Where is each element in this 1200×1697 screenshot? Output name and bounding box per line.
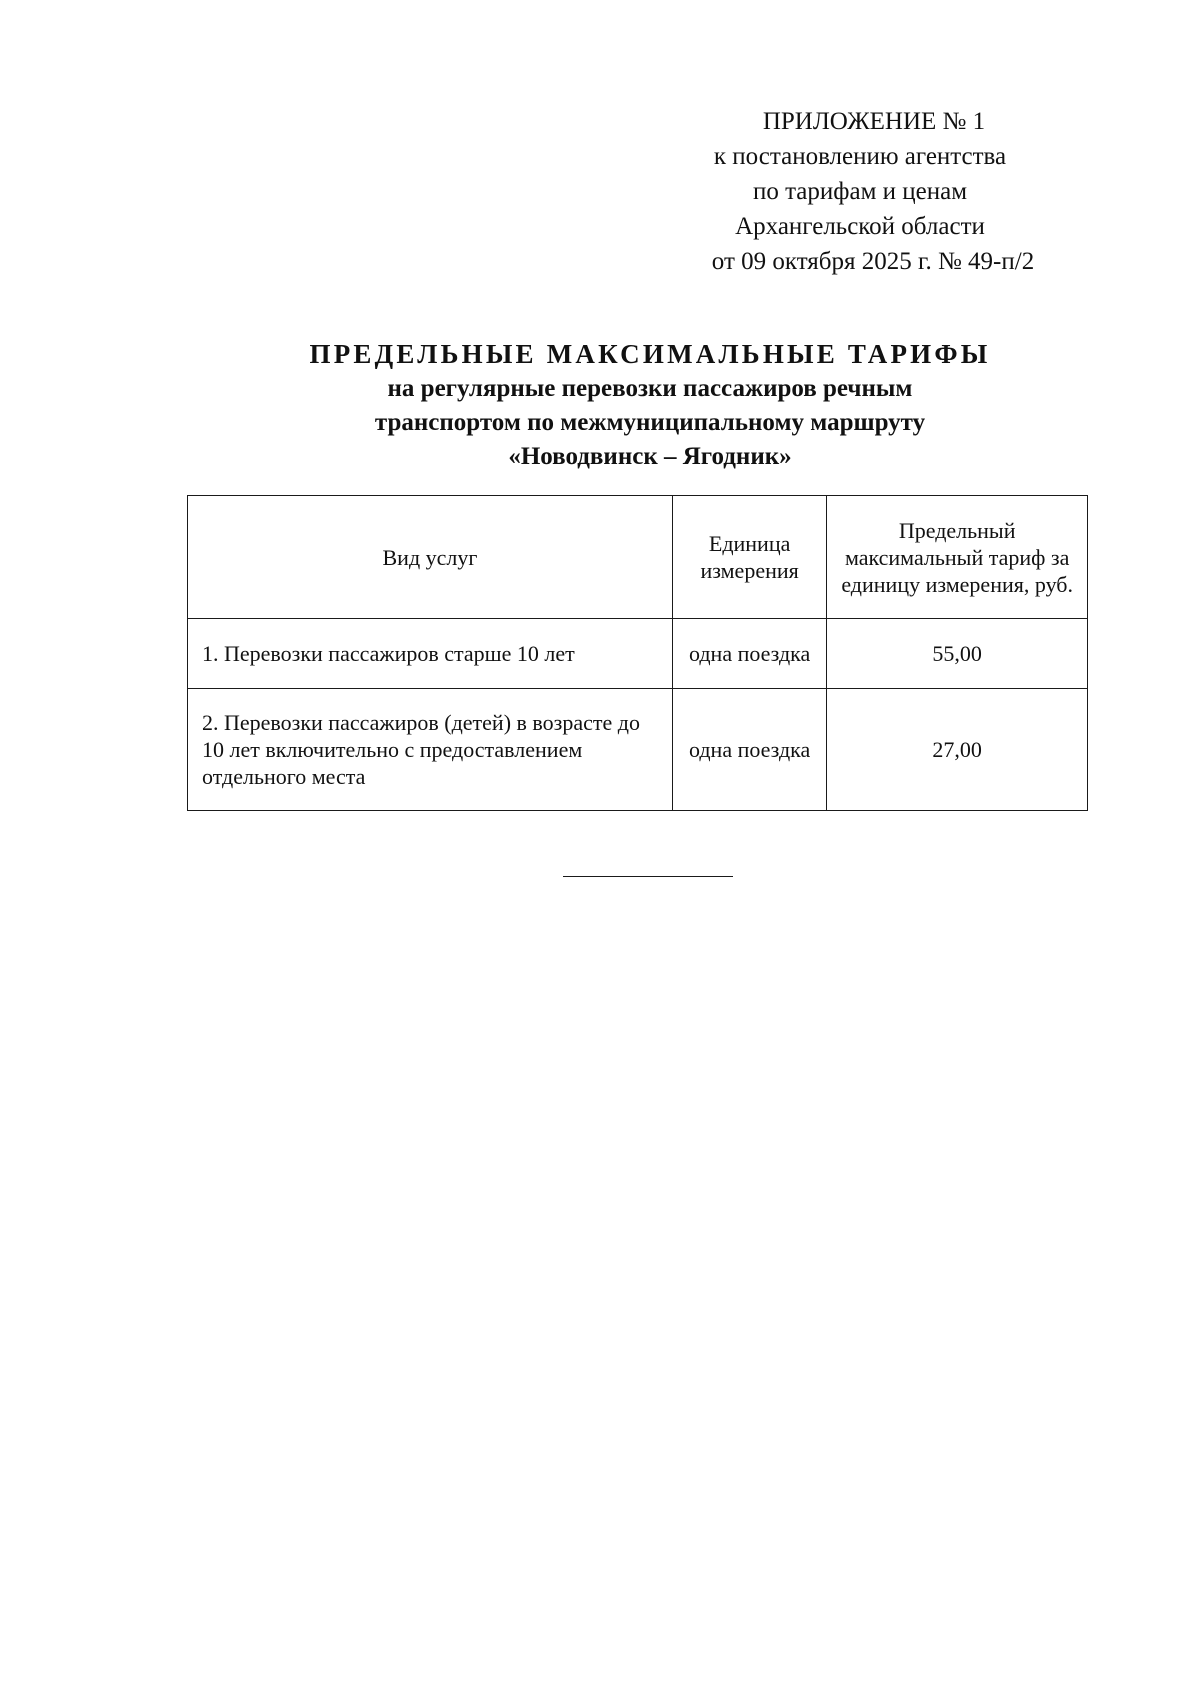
table-row bbox=[188, 619, 1088, 689]
header-service: Вид услуг bbox=[188, 496, 673, 619]
cell-unit: одна поездка bbox=[672, 689, 826, 811]
cell-price: 55,00 bbox=[827, 619, 1088, 689]
appendix-header bbox=[660, 104, 1060, 279]
cell-price: 27,00 bbox=[827, 689, 1088, 811]
cell-service: 2. Перевозки пассажиров (детей) в возрасте до 10 лет включительно с предоставлением отдельного места bbox=[188, 689, 673, 811]
header-unit: Единица измерения bbox=[672, 496, 826, 619]
closing-line bbox=[563, 876, 733, 877]
appendix-date: от 09 октября 2025 г. № 49-п/2 bbox=[711, 248, 1035, 275]
appendix-line-resolution: к постановлению агентства bbox=[713, 143, 1007, 170]
table-row bbox=[188, 689, 1088, 811]
document-title bbox=[150, 336, 1150, 474]
title-route: «Новодвинск – Ягодник» bbox=[508, 443, 792, 470]
tariff-table bbox=[187, 495, 1088, 811]
title-subtitle-1: на регулярные перевозки пассажиров речным bbox=[387, 375, 913, 402]
title-subtitle-2: транспортом по межмуниципальному маршруту bbox=[374, 409, 926, 436]
cell-service: 1. Перевозки пассажиров старше 10 лет bbox=[188, 619, 673, 689]
title-main: ПРЕДЕЛЬНЫЕ МАКСИМАЛЬНЫЕ ТАРИФЫ bbox=[309, 339, 991, 369]
appendix-line-agency: по тарифам и ценам bbox=[752, 178, 968, 205]
table-header-row bbox=[188, 496, 1088, 619]
cell-unit: одна поездка bbox=[672, 619, 826, 689]
header-price: Предельный максимальный тариф за единицу измерения, руб. bbox=[827, 496, 1088, 619]
appendix-number: ПРИЛОЖЕНИЕ № 1 bbox=[762, 108, 986, 135]
appendix-line-region: Архангельской области bbox=[735, 213, 985, 240]
